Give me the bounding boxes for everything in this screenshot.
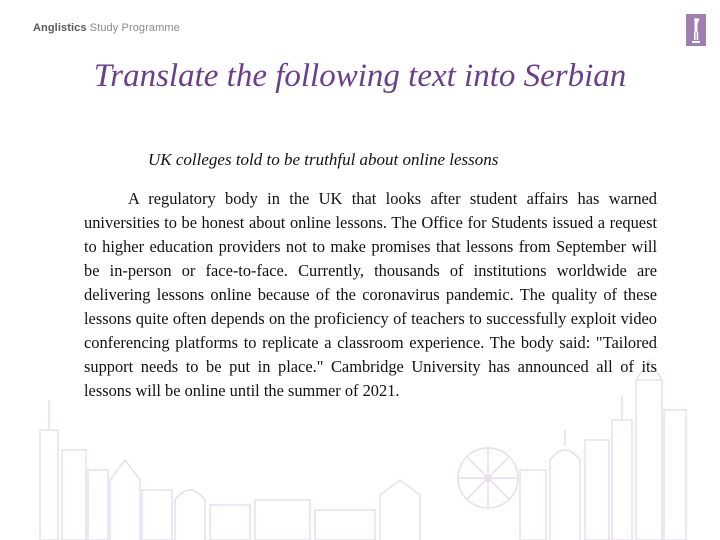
- article-title: UK colleges told to be truthful about online lessons: [148, 150, 499, 169]
- article-body: A regulatory body in the UK that looks after student affairs has warned universities to be honest about online lessons. The Office for Students issued a request to higher education providers not to make promises that lessons from September will be in-person or face-to-face. Currently, thousands of institutions worldwide are delivering lessons online because of the coronavirus pandemic. The quality of these lessons quite often depends on the proficiency of teachers to successfully exploit video conferencing platforms to replicate a classroom experience. The body said: "Tailored support needs to be put in place." Cambridge University has announced all of its lessons will be online until the summer of 2021.: [84, 189, 657, 400]
- statue-silhouette-icon: [686, 14, 706, 46]
- program-suffix: Study Programme: [89, 22, 180, 34]
- slide-title: Translate the following text into Serbian: [93, 58, 627, 94]
- program-header: [33, 22, 180, 34]
- program-name: Anglistics: [33, 22, 87, 34]
